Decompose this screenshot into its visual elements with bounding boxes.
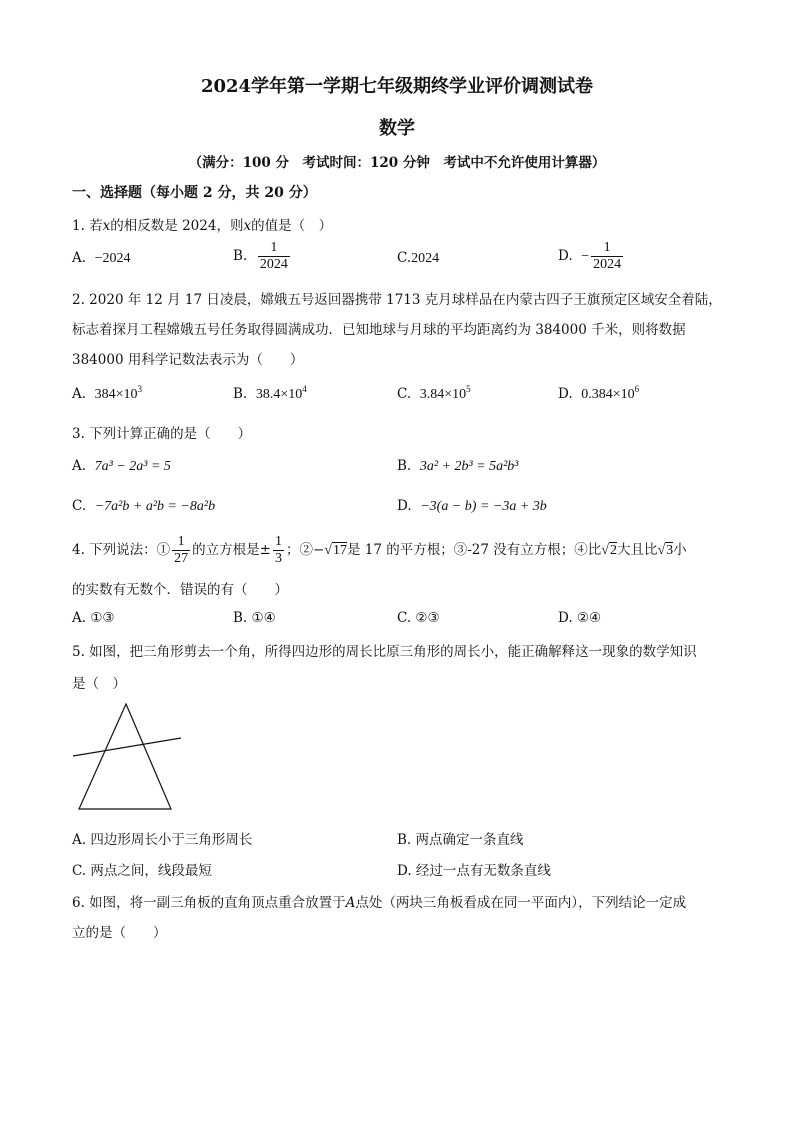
question-4-option-a: A. ①③	[72, 610, 115, 626]
question-4-option-c: C. ②③	[397, 610, 440, 626]
question-1-option-b: B. $\frac{1}{2024}$	[233, 240, 288, 273]
question-2-option-b: B. $38.4\times 10^4$	[233, 384, 307, 402]
question-4-option-d: D. ②④	[558, 610, 602, 626]
question-1-option-a: A. −2024	[72, 250, 131, 266]
question-1-stem: 1. 若x的相反数是 2024，则x的值是（ ）	[72, 218, 333, 234]
question-2-line-3: 384000 用科学记数法表示为（ ）	[72, 352, 304, 368]
question-2-option-a: A. $384\times 10^3$	[72, 384, 143, 402]
question-1-option-d: D. − $\frac{1}{2024}$	[558, 240, 622, 273]
subject-title: 数学	[379, 118, 415, 139]
section-heading: 一、选择题（每小题 2 分，共 20 分）	[72, 185, 317, 201]
question-3-option-c: C. −7a²b + a²b = −8a²b	[72, 498, 216, 514]
question-5-option-c: C. 两点之间，线段最短	[72, 863, 212, 879]
question-2-line-1: 2. 2020 年 12 月 17 日凌晨，嫦娥五号返回器携带 1713 克月球样品在内蒙古四子王旗预定区域安全着陆，	[72, 292, 722, 308]
question-2-option-c: C. $3.84\times 10^5$	[397, 384, 471, 402]
exam-info: （满分：100 分 考试时间：120 分钟 考试中不允许使用计算器）	[188, 155, 606, 171]
triangle-cut-figure	[70, 700, 190, 815]
question-6-line-1: 6. 如图，将一副三角板的直角顶点重合放置于A点处（两块三角板看成在同一平面内），下列结论一定成	[72, 895, 687, 911]
question-5-option-d: D. 经过一点有无数条直线	[397, 863, 551, 879]
question-3-option-d: D. −3(a − b) = −3a + 3b	[397, 498, 547, 514]
question-6-line-2: 立的是（ ）	[72, 925, 167, 941]
question-3-option-b: B. 3a² + 2b³ = 5a²b³	[397, 458, 519, 474]
question-3-stem: 3. 下列计算正确的是（ ）	[72, 426, 252, 442]
question-2-option-d: D. $0.384\times 10^6$	[558, 384, 640, 402]
question-2-line-2: 标志着探月工程嫦娥五号任务取得圆满成功．已知地球与月球的平均距离约为 384000 千米，则将数据	[72, 322, 686, 338]
question-3-option-a: A. 7a³ − 2a³ = 5	[72, 458, 171, 474]
question-5-line-1: 5. 如图，把三角形剪去一个角，所得四边形的周长比原三角形的周长小，能正确解释这一现象的数学知识	[72, 644, 697, 660]
question-4-stem: 4. 下列说法：① $\frac{1}{27}$ 的立方根是± $\frac{1}{3}$ ；②−√17是 17 的平方根；③-27 没有立方根；④比√2大且比√3小	[72, 534, 687, 567]
question-5-option-b: B. 两点确定一条直线	[397, 832, 524, 848]
question-5-option-a: A. 四边形周长小于三角形周长	[72, 832, 253, 848]
triangle	[79, 704, 171, 809]
exam-title: 2024学年第一学期七年级期终学业评价调测试卷	[200, 76, 594, 97]
question-1-option-c: C.2024	[397, 250, 440, 266]
question-5-line-2: 是（ ）	[72, 676, 126, 692]
question-4-option-b: B. ①④	[233, 610, 276, 626]
cut-line	[73, 738, 181, 756]
question-4-line-2: 的实数有无数个．错误的有（ ）	[72, 582, 288, 598]
